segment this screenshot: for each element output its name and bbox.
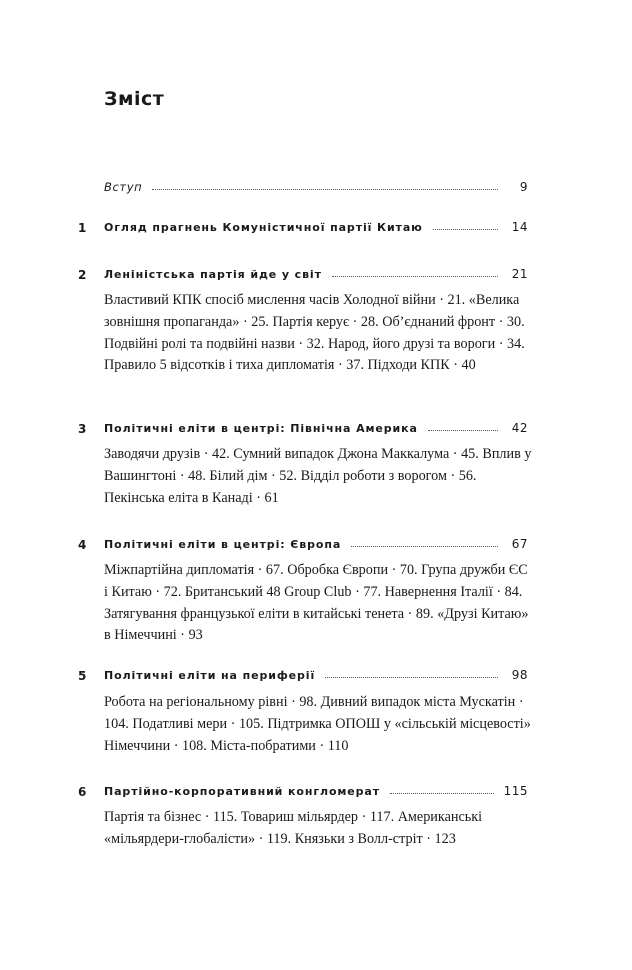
chapter-number: 5 xyxy=(78,669,87,683)
page-title: Зміст xyxy=(104,88,165,110)
chapter-number: 2 xyxy=(78,268,87,282)
chapter-title: Партійно-корпоративний конгломерат xyxy=(104,784,381,798)
chapter-subsections: Міжпартійна дипломатія · 67. Обробка Європи · 70. Група дружби ЄС і Китаю · 72. Британський 48 Group Club · 77. Навернення Італії · 84. Затягування французької еліти в китайські тенета · 89. «Друзі Китаю» в Німеччині · 93 xyxy=(104,562,529,644)
chapter-number: 4 xyxy=(78,538,87,552)
page-number: 98 xyxy=(511,668,528,682)
chapter-number: 6 xyxy=(78,785,87,799)
page-number: 9 xyxy=(519,180,528,194)
dot-leader xyxy=(325,677,498,678)
dot-leader xyxy=(390,793,494,794)
entry-title: Вступ xyxy=(104,180,143,194)
toc-entry-chapter-4 xyxy=(0,537,632,557)
toc-entry-intro xyxy=(0,180,632,200)
dot-leader xyxy=(428,430,498,431)
page-number: 21 xyxy=(511,267,528,281)
chapter-title: Політичні еліти на периферії xyxy=(104,668,316,682)
dot-leader xyxy=(433,229,498,230)
chapter-title: Політичні еліти в центрі: Північна Америка xyxy=(104,421,418,435)
chapter-number: 1 xyxy=(78,221,87,235)
chapter-subsections: Заводячи друзів · 42. Сумний випадок Джона Маккалума · 45. Вплив у Вашингтоні · 48. Білий дім · 52. Відділ роботи з ворогом · 56. Пекінська еліта в Канаді · 61 xyxy=(104,446,532,506)
chapter-subsections: Партія та бізнес · 115. Товариш мільярдер · 117. Американські «мільярдери-глобалісти» · 119. Князьки з Волл-стріт · 123 xyxy=(104,809,483,847)
toc-entry-chapter-3 xyxy=(0,421,632,441)
page-number: 67 xyxy=(511,537,528,551)
toc-entry-chapter-6 xyxy=(0,784,632,804)
chapter-title: Леніністська партія йде у світ xyxy=(104,267,322,281)
chapter-number: 3 xyxy=(78,422,87,436)
page-number: 42 xyxy=(511,421,528,435)
chapter-subsections: Робота на регіональному рівні · 98. Дивний випадок міста Мускатін · 104. Податливі мери · 105. Підтримка ОПОШ у «сільській місцевості» Німеччини · 108. Міста-побратими · 110 xyxy=(104,694,531,754)
chapter-subsections: Властивий КПК спосіб мислення часів Холодної війни · 21. «Велика зовнішня пропаганда» · 25. Партія керує · 28. Об’єднаний фронт · 30. Подвійні ролі та подвійні назви · 32. Народ, його друзі та вороги · 34. Правило 5 відсотків і тиха дипломатія · 37. Підходи КПК · 40 xyxy=(104,292,525,374)
dot-leader xyxy=(152,189,498,190)
chapter-title: Огляд прагнень Комуністичної партії Китаю xyxy=(104,220,423,234)
page-number: 115 xyxy=(503,784,528,798)
toc-entry-chapter-2 xyxy=(0,267,632,287)
dot-leader xyxy=(351,546,498,547)
chapter-title: Політичні еліти в центрі: Європа xyxy=(104,537,342,551)
toc-entry-chapter-1 xyxy=(0,220,632,240)
page-number: 14 xyxy=(511,220,528,234)
dot-leader xyxy=(332,276,498,277)
toc-entry-chapter-5 xyxy=(0,668,632,688)
